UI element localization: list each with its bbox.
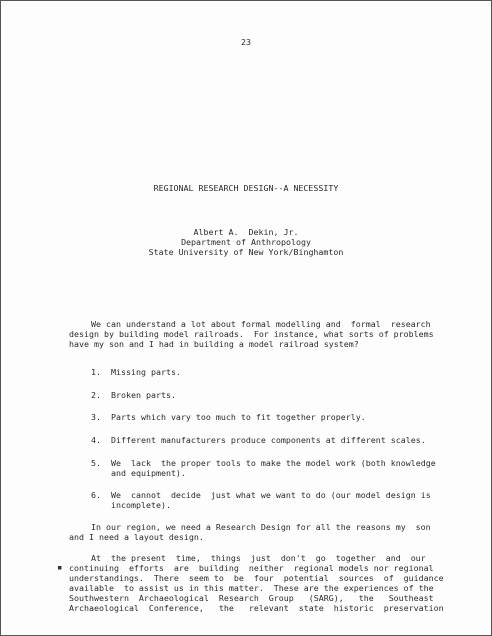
list-number: 3. [91, 412, 101, 422]
list-item: Parts which vary too much to fit together properly. [111, 412, 366, 422]
paragraph-3-line-1: At the present time, things just don't go together and our [91, 553, 426, 563]
list-number: 1. [91, 367, 101, 377]
paragraph-3-line-3: understandings. There seem to be four potential sources of guidance [69, 573, 444, 583]
paragraph-3-line-5: Southwestern Archaeological Research Group (SARG), the Southeast [69, 593, 434, 603]
list-number: 4. [91, 435, 101, 445]
list-item: Broken parts. [111, 390, 176, 400]
intro-line-2: design by building model railroads. For instance, what sorts of problems [69, 329, 434, 339]
list-item-continued: incomplete). [111, 500, 171, 510]
page-number: 23 [241, 37, 251, 47]
list-item: Missing parts. [111, 367, 181, 377]
list-number: 2. [91, 390, 101, 400]
list-item: We cannot decide just what we want to do (our model design is [111, 490, 431, 500]
intro-line-3: have my son and I had in building a model railroad system? [69, 339, 359, 349]
document-title: REGIONAL RESEARCH DESIGN--A NECESSITY [153, 183, 339, 193]
list-number: 6. [91, 490, 101, 500]
ink-mark: ▪ [57, 563, 63, 573]
list-item-continued: and equipment). [111, 468, 186, 478]
author-university: State University of New York/Binghamton [148, 247, 344, 257]
author-department: Department of Anthropology [181, 237, 311, 247]
paragraph-3-line-4: available to assist us in this matter. These are the experiences of the [69, 583, 434, 593]
intro-line-1: We can understand a lot about formal modelling and formal research [91, 319, 431, 329]
paragraph-3-line-2: continuing efforts are building neither regional models nor regional [69, 563, 434, 573]
list-item: Different manufacturers produce components at different scales. [111, 435, 426, 445]
paragraph-2-line-1: In our region, we need a Research Design for all the reasons my son [91, 522, 431, 532]
paragraph-2-line-2: and I need a layout design. [69, 532, 204, 542]
paragraph-3-line-6: Archaeological Conference, the relevant state historic preservation [69, 603, 444, 613]
list-item: We lack the proper tools to make the model work (both knowledge [111, 458, 436, 468]
list-number: 5. [91, 458, 101, 468]
author-name: Albert A. Dekin, Jr. [193, 227, 299, 237]
